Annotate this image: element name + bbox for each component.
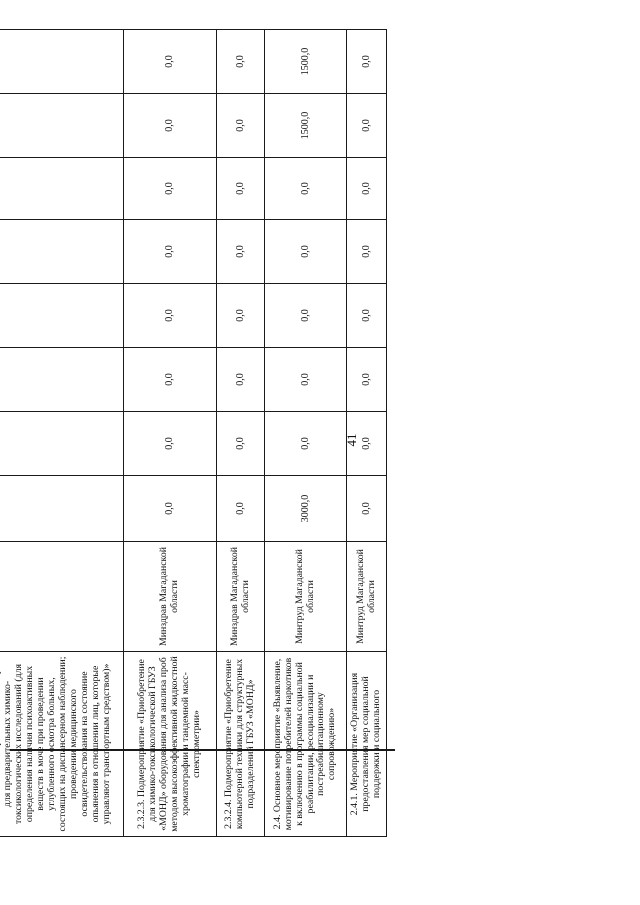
rotated-table-sheet xyxy=(0,30,382,837)
row-name: 2.4. Основное мероприятие «Выявление, мотивирование потребителей наркотиков к включению в программы социальной реабилитации, ресоциализации и постреабилитационному сопровождению» xyxy=(264,651,346,836)
row-value-2023: 0,0 xyxy=(123,93,216,157)
row-value-2020: 0,0 xyxy=(346,283,386,347)
row-value-2020 xyxy=(0,283,123,347)
row-executor xyxy=(0,541,123,651)
row-value-2020: 0,0 xyxy=(264,283,346,347)
row-value-2024 xyxy=(0,29,123,93)
row-value-2020: 0,0 xyxy=(123,283,216,347)
row-value-2022 xyxy=(0,157,123,219)
row-executor: Минтруд Магаданской области xyxy=(264,541,346,651)
row-value-total: 0,0 xyxy=(123,475,216,541)
table-row xyxy=(264,29,346,836)
row-value-2022: 0,0 xyxy=(346,157,386,219)
row-value-2018: 0,0 xyxy=(123,411,216,475)
row-value-total: 3000,0 xyxy=(264,475,346,541)
row-executor: Минтруд Магаданской области xyxy=(346,541,386,651)
row-value-2018 xyxy=(0,411,123,475)
row-value-2023: 0,0 xyxy=(346,93,386,157)
row-executor: Минздрав Магаданской области xyxy=(216,541,264,651)
table-row xyxy=(216,29,264,836)
row-value-2021: 0,0 xyxy=(346,219,386,283)
row-value-total xyxy=(0,475,123,541)
row-value-total: 0,0 xyxy=(216,475,264,541)
row-value-2024: 0,0 xyxy=(216,29,264,93)
table-row xyxy=(0,29,123,836)
row-name: 2.3.2.4. Подмероприятие «Приобретение компьютерной техники для структурных подразделений ГБУЗ «МОНД» xyxy=(216,651,264,836)
table-row xyxy=(346,29,386,836)
row-value-2018: 0,0 xyxy=(216,411,264,475)
row-value-2018: 0,0 xyxy=(346,411,386,475)
row-value-2022: 0,0 xyxy=(123,157,216,219)
row-value-2018: 0,0 xyxy=(264,411,346,475)
row-value-2023: 0,0 xyxy=(216,93,264,157)
row-value-2021: 0,0 xyxy=(216,219,264,283)
row-value-2019: 0,0 xyxy=(123,347,216,411)
row-value-2024: 1500,0 xyxy=(264,29,346,93)
row-name: 2.4.1. Мероприятие «Организация предоставления мер социальной поддержки и социального xyxy=(346,651,386,836)
row-value-2020: 0,0 xyxy=(216,283,264,347)
row-value-2021: 0,0 xyxy=(123,219,216,283)
row-name: для предварительных химико-токсикологических исследований (для определения наличия психоактивных веществ в моче при проведении углубленного осмотра больных, состоящих на диспансерном наблюдении; проведении медицинского освидетельствования на состояние опьянения в отношении лиц, которые управляют транспортным средством)» xyxy=(0,651,123,836)
row-value-2023 xyxy=(0,93,123,157)
row-value-2021: 0,0 xyxy=(264,219,346,283)
row-value-2023: 1500,0 xyxy=(264,93,346,157)
row-value-total: 0,0 xyxy=(346,475,386,541)
row-value-2019: 0,0 xyxy=(216,347,264,411)
page-number: 41 xyxy=(344,433,359,447)
row-value-2024: 0,0 xyxy=(123,29,216,93)
row-value-2022: 0,0 xyxy=(216,157,264,219)
row-value-2024: 0,0 xyxy=(346,29,386,93)
table-row xyxy=(123,29,216,836)
budget-table xyxy=(0,28,387,836)
row-value-2019: 0,0 xyxy=(346,347,386,411)
row-value-2019: 0,0 xyxy=(264,347,346,411)
row-name: 2.3.2.3. Подмероприятие «Приобретение для химико-токсикологической ГБУЗ «МОНД» оборудования для анализа проб методом высокоэффективной жидкостной хроматографии и тандемной масс-спектрометрии» xyxy=(123,651,216,836)
row-value-2021 xyxy=(0,219,123,283)
row-executor: Минздрав Магаданской области xyxy=(123,541,216,651)
row-value-2022: 0,0 xyxy=(264,157,346,219)
row-value-2019 xyxy=(0,347,123,411)
